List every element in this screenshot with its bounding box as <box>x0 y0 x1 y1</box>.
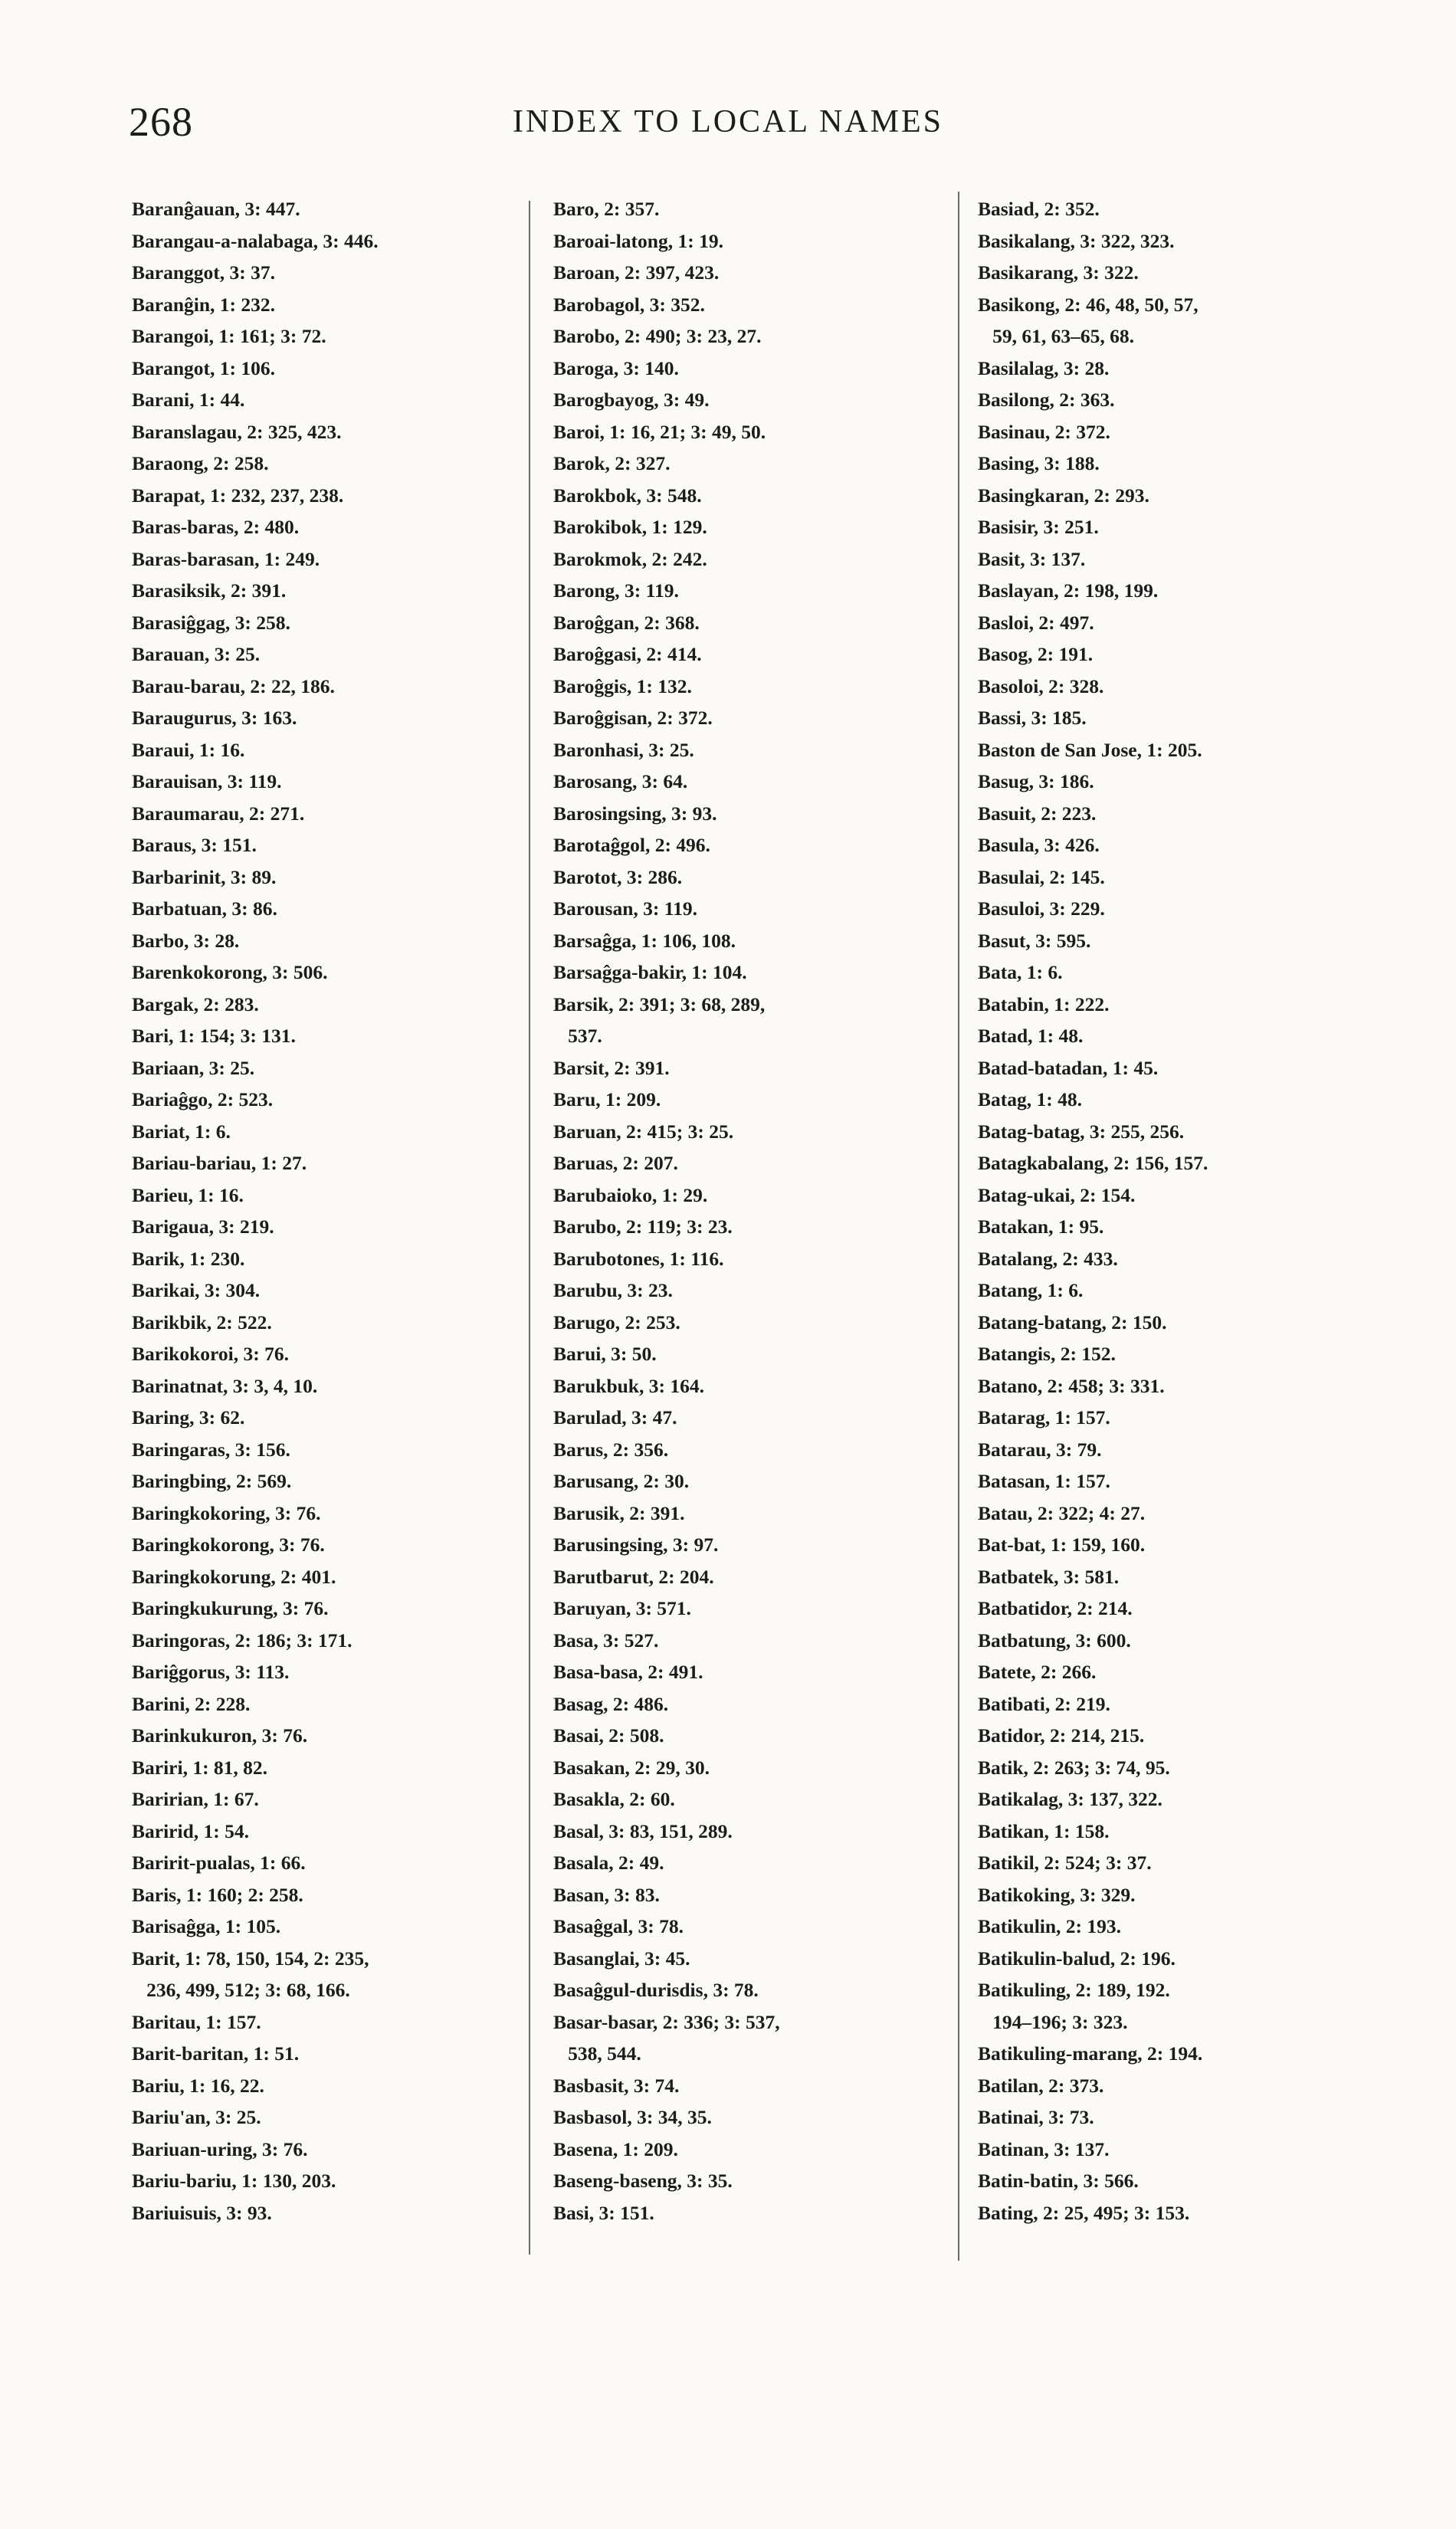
index-entry: Barokmok, 2: 242. <box>553 547 707 570</box>
index-entry: 194–196; 3: 323. <box>978 2010 1128 2033</box>
index-entry: Barobagol, 3: 352. <box>553 293 705 316</box>
index-entry: Batbatek, 3: 581. <box>978 1565 1120 1588</box>
index-entry: Barangau-a-nalabaga, 3: 446. <box>132 229 379 252</box>
page-number: 268 <box>129 99 193 145</box>
index-entry: Barubo, 2: 119; 3: 23. <box>553 1215 733 1238</box>
index-entry: Barauan, 3: 25. <box>132 643 261 665</box>
index-entry: Batag-batag, 3: 255, 256. <box>978 1120 1185 1143</box>
index-entry: Baroan, 2: 397, 423. <box>553 261 720 284</box>
index-entry: Barani, 1: 44. <box>132 389 245 411</box>
index-entry: Batinai, 3: 73. <box>978 2106 1094 2128</box>
index-entry: Barau-barau, 2: 22, 186. <box>132 674 335 697</box>
index-entry: Baroĝgasi, 2: 414. <box>553 643 702 665</box>
index-entry: Barikai, 3: 304. <box>132 1279 261 1301</box>
index-entry: 236, 499, 512; 3: 68, 166. <box>132 1979 350 2001</box>
index-entry: Batad-batadan, 1: 45. <box>978 1056 1159 1079</box>
index-entry: Barosingsing, 3: 93. <box>553 802 717 825</box>
index-entry: Batalang, 2: 433. <box>978 1247 1118 1270</box>
index-entry: Batau, 2: 322; 4: 27. <box>978 1501 1146 1524</box>
index-entry: Barikbik, 2: 522. <box>132 1310 272 1333</box>
index-entry: Basar-basar, 2: 336; 3: 537, <box>553 2010 780 2033</box>
index-entry: Barusik, 2: 391. <box>553 1501 685 1524</box>
index-entry: Baranslagau, 2: 325, 423. <box>132 420 342 443</box>
index-entry: Baraui, 1: 16. <box>132 738 245 761</box>
index-entry: Barosang, 3: 64. <box>553 770 688 792</box>
index-entry: Basulai, 2: 145. <box>978 865 1105 888</box>
index-entry: Baruan, 2: 415; 3: 25. <box>553 1120 734 1143</box>
index-entry: Baslayan, 2: 198, 199. <box>978 579 1159 602</box>
index-entry: Barsik, 2: 391; 3: 68, 289, <box>553 992 766 1015</box>
index-entry: Batbatung, 3: 600. <box>978 1629 1131 1652</box>
index-entry: Barangot, 1: 106. <box>132 356 275 379</box>
index-entry: Bariu'an, 3: 25. <box>132 2106 261 2128</box>
index-entry: Baroĝgis, 1: 132. <box>553 674 692 697</box>
index-entry: Barobo, 2: 490; 3: 23, 27. <box>553 325 762 347</box>
index-entry: Basai, 2: 508. <box>553 1724 664 1747</box>
index-entry: Basbasit, 3: 74. <box>553 2074 680 2097</box>
index-entry: Barit-baritan, 1: 51. <box>132 2042 300 2065</box>
index-entry: Basikong, 2: 46, 48, 50, 57, <box>978 293 1199 316</box>
index-entry: Basakla, 2: 60. <box>553 1788 675 1810</box>
index-entry: Bat-bat, 1: 159, 160. <box>978 1533 1146 1556</box>
index-entry: Barubaioko, 1: 29. <box>553 1183 708 1206</box>
index-entry: Barinkukuron, 3: 76. <box>132 1724 308 1747</box>
index-entry: Barousan, 3: 119. <box>553 897 697 920</box>
index-entry: Baras-barasan, 1: 249. <box>132 547 320 570</box>
index-entry: Batikulin-balud, 2: 196. <box>978 1947 1176 1970</box>
index-entry: Batete, 2: 266. <box>978 1661 1097 1683</box>
index-entry: Barugo, 2: 253. <box>553 1310 680 1333</box>
index-entry: Batang-batang, 2: 150. <box>978 1310 1167 1333</box>
index-entry: Basuit, 2: 223. <box>978 802 1097 825</box>
index-entry: Barulad, 3: 47. <box>553 1406 677 1429</box>
index-entry: Barasiksik, 2: 391. <box>132 579 287 602</box>
index-entry: Barapat, 1: 232, 237, 238. <box>132 484 344 507</box>
index-entry: Batikil, 2: 524; 3: 37. <box>978 1852 1152 1874</box>
index-entry: Baranggot, 3: 37. <box>132 261 275 284</box>
index-entry: Basog, 2: 191. <box>978 643 1094 665</box>
index-entry: Bariu, 1: 16, 22. <box>132 2074 264 2097</box>
index-entry: Baroĝgisan, 2: 372. <box>553 707 713 729</box>
index-entry: Basiad, 2: 352. <box>978 198 1100 220</box>
index-entry: Bariau-bariau, 1: 27. <box>132 1152 307 1174</box>
index-entry: Barigaua, 3: 219. <box>132 1215 274 1238</box>
index-entry: Bata, 1: 6. <box>978 961 1063 983</box>
index-entry: Batangis, 2: 152. <box>978 1343 1116 1365</box>
index-entry: Basula, 3: 426. <box>978 834 1100 856</box>
index-entry: Barasiĝgag, 3: 258. <box>132 611 290 634</box>
index-entry: Basena, 1: 209. <box>553 2137 678 2160</box>
index-entry: Barsit, 2: 391. <box>553 1056 670 1079</box>
index-entry: Batano, 2: 458; 3: 331. <box>978 1374 1165 1397</box>
index-entry: Barenkokorong, 3: 506. <box>132 961 328 983</box>
index-entry: Baririan, 1: 67. <box>132 1788 259 1810</box>
index-entry: Baroĝgan, 2: 368. <box>553 611 700 634</box>
index-entry: Baring, 3: 62. <box>132 1406 245 1429</box>
index-entry: Bating, 2: 25, 495; 3: 153. <box>978 2201 1190 2224</box>
index-entry: Barsaĝga-bakir, 1: 104. <box>553 961 747 983</box>
index-entry: Basakan, 2: 29, 30. <box>553 1756 710 1779</box>
index-entry: Basilong, 2: 363. <box>978 389 1115 411</box>
index-entry: Baringbing, 2: 569. <box>132 1470 292 1492</box>
index-entry: Barieu, 1: 16. <box>132 1183 244 1206</box>
index-entry: Barangoi, 1: 161; 3: 72. <box>132 325 326 347</box>
index-entry: Baringkokorung, 2: 401. <box>132 1565 336 1588</box>
index-entry: Batikan, 1: 158. <box>978 1819 1110 1842</box>
index-entry: Barutbarut, 2: 204. <box>553 1565 714 1588</box>
index-entry: Batikalag, 3: 137, 322. <box>978 1788 1163 1810</box>
index-entry: Batibati, 2: 219. <box>978 1692 1110 1715</box>
index-entry: Basa, 3: 527. <box>553 1629 659 1652</box>
index-entry: Barit, 1: 78, 150, 154, 2: 235, <box>132 1947 369 1970</box>
index-entry: Baru, 1: 209. <box>553 1088 661 1110</box>
index-entry: 538, 544. <box>553 2042 641 2065</box>
index-entry: Baroi, 1: 16, 21; 3: 49, 50. <box>553 420 766 443</box>
index-entry: Baringkokoring, 3: 76. <box>132 1501 321 1524</box>
index-entry: Basanglai, 3: 45. <box>553 1947 690 1970</box>
index-entry: Basinau, 2: 372. <box>978 420 1110 443</box>
index-entry: Batarag, 1: 157. <box>978 1406 1110 1429</box>
index-entry: Baroai-latong, 1: 19. <box>553 229 723 252</box>
index-entry: Baringoras, 2: 186; 3: 171. <box>132 1629 353 1652</box>
index-entry: Basoloi, 2: 328. <box>978 674 1104 697</box>
index-entry: Baruas, 2: 207. <box>553 1152 678 1174</box>
index-entry: Baris, 1: 160; 2: 258. <box>132 1883 303 1906</box>
index-entry: Baruyan, 3: 571. <box>553 1597 691 1619</box>
index-entry: Bariat, 1: 6. <box>132 1120 231 1143</box>
index-entry: Basisir, 3: 251. <box>978 516 1099 538</box>
index-entry: Barbo, 3: 28. <box>132 929 240 952</box>
index-entry: Baritau, 1: 157. <box>132 2010 261 2033</box>
index-column-1 <box>132 193 515 2229</box>
index-entry: Basi, 3: 151. <box>553 2201 654 2224</box>
index-entry: Barok, 2: 327. <box>553 452 671 474</box>
index-entry: Batang, 1: 6. <box>978 1279 1084 1301</box>
index-entry: Basaĝgul-durisdis, 3: 78. <box>553 1979 759 2001</box>
index-entry: Baroga, 3: 140. <box>553 356 679 379</box>
index-entry: Barauisan, 3: 119. <box>132 770 282 792</box>
index-entry: Baras-baras, 2: 480. <box>132 516 300 538</box>
index-entry: 59, 61, 63–65, 68. <box>978 325 1134 347</box>
index-entry: Barusang, 2: 30. <box>553 1470 690 1492</box>
index-entry: Baririd, 1: 54. <box>132 1819 249 1842</box>
index-entry: Batilan, 2: 373. <box>978 2074 1104 2097</box>
index-entry: Basikalang, 3: 322, 323. <box>978 229 1175 252</box>
index-entry: Batik, 2: 263; 3: 74, 95. <box>978 1756 1170 1779</box>
index-entry: Barsaĝga, 1: 106, 108. <box>553 929 736 952</box>
index-entry: Batagkabalang, 2: 156, 157. <box>978 1152 1208 1174</box>
column-rule <box>958 192 959 2261</box>
index-entry: Barubotones, 1: 116. <box>553 1247 724 1270</box>
index-entry: Batad, 1: 48. <box>978 1025 1084 1047</box>
index-entry: Basloi, 2: 497. <box>978 611 1094 634</box>
index-entry: Batag, 1: 48. <box>978 1088 1082 1110</box>
index-entry: Baringkokorong, 3: 76. <box>132 1533 325 1556</box>
index-entry: Batag-ukai, 2: 154. <box>978 1183 1136 1206</box>
index-entry: Baseng-baseng, 3: 35. <box>553 2170 733 2192</box>
index-entry: Baraugurus, 3: 163. <box>132 707 297 729</box>
index-entry: Basbasol, 3: 34, 35. <box>553 2106 712 2128</box>
index-column-2 <box>553 193 952 2229</box>
index-entry: Basit, 3: 137. <box>978 547 1086 570</box>
index-entry: Batikulin, 2: 193. <box>978 1915 1122 1937</box>
index-entry: Barogbayog, 3: 49. <box>553 389 710 411</box>
index-entry: Barbatuan, 3: 86. <box>132 897 277 920</box>
index-entry: Barokbok, 3: 548. <box>553 484 702 507</box>
index-entry: Barikokoroi, 3: 76. <box>132 1343 289 1365</box>
index-entry: Barusingsing, 3: 97. <box>553 1533 719 1556</box>
index-entry: Batbatidor, 2: 214. <box>978 1597 1133 1619</box>
index-entry: Baraus, 3: 151. <box>132 834 257 856</box>
index-entry: Bariaan, 3: 25. <box>132 1056 255 1079</box>
index-entry: Basala, 2: 49. <box>553 1852 664 1874</box>
index-entry: Bariuisuis, 3: 93. <box>132 2201 272 2224</box>
index-entry: Barukbuk, 3: 164. <box>553 1374 704 1397</box>
index-entry: Basug, 3: 186. <box>978 770 1094 792</box>
index-entry: Batikuling-marang, 2: 194. <box>978 2042 1203 2065</box>
index-entry: Bargak, 2: 283. <box>132 992 259 1015</box>
running-head: INDEX TO LOCAL NAMES <box>512 104 944 139</box>
index-entry: Barini, 2: 228. <box>132 1692 251 1715</box>
index-entry: Bariĝgorus, 3: 113. <box>132 1661 290 1683</box>
index-entry: Basut, 3: 595. <box>978 929 1091 952</box>
index-entry: Baranĝauan, 3: 447. <box>132 198 300 220</box>
index-entry: Basilalag, 3: 28. <box>978 356 1110 379</box>
index-entry: Baro, 2: 357. <box>553 198 660 220</box>
index-entry: Baranĝin, 1: 232. <box>132 293 276 316</box>
index-entry: Baraumarau, 2: 271. <box>132 802 305 825</box>
index-entry: Basan, 3: 83. <box>553 1883 660 1906</box>
index-entry: Bassi, 3: 185. <box>978 707 1087 729</box>
index-entry: Baraong, 2: 258. <box>132 452 269 474</box>
index-entry: Basing, 3: 188. <box>978 452 1100 474</box>
index-entry: Bari, 1: 154; 3: 131. <box>132 1025 296 1047</box>
index-entry: Basuloi, 3: 229. <box>978 897 1105 920</box>
index-entry: Barinatnat, 3: 3, 4, 10. <box>132 1374 318 1397</box>
index-entry: Barbarinit, 3: 89. <box>132 865 277 888</box>
column-rule <box>529 201 530 2255</box>
index-entry: Batin-batin, 3: 566. <box>978 2170 1139 2192</box>
index-entry: Basaĝgal, 3: 78. <box>553 1915 684 1937</box>
index-entry: Basingkaran, 2: 293. <box>978 484 1149 507</box>
index-entry: Batarau, 3: 79. <box>978 1438 1102 1461</box>
index-column-3 <box>978 193 1407 2229</box>
index-entry: Baringkukurung, 3: 76. <box>132 1597 329 1619</box>
index-entry: Basag, 2: 486. <box>553 1692 669 1715</box>
index-entry: Baronhasi, 3: 25. <box>553 738 694 761</box>
index-entry: Barotot, 3: 286. <box>553 865 683 888</box>
index-entry: Barokibok, 1: 129. <box>553 516 707 538</box>
index-entry: Batabin, 1: 222. <box>978 992 1110 1015</box>
index-entry: Baririt-pualas, 1: 66. <box>132 1852 306 1874</box>
index-entry: Batidor, 2: 214, 215. <box>978 1724 1145 1747</box>
index-entry: Barong, 3: 119. <box>553 579 679 602</box>
index-entry: Batakan, 1: 95. <box>978 1215 1104 1238</box>
index-entry: 537. <box>553 1025 602 1047</box>
index-entry: Batikoking, 3: 329. <box>978 1883 1136 1906</box>
index-entry: Bariu-bariu, 1: 130, 203. <box>132 2170 336 2192</box>
index-entry: Basikarang, 3: 322. <box>978 261 1139 284</box>
index-entry: Bariri, 1: 81, 82. <box>132 1756 268 1779</box>
index-entry: Basa-basa, 2: 491. <box>553 1661 703 1683</box>
index-entry: Batasan, 1: 157. <box>978 1470 1110 1492</box>
index-entry: Batikuling, 2: 189, 192. <box>978 1979 1170 2001</box>
index-entry: Barotaĝgol, 2: 496. <box>553 834 710 856</box>
index-entry: Barisaĝga, 1: 105. <box>132 1915 281 1937</box>
index-entry: Barik, 1: 230. <box>132 1247 245 1270</box>
index-entry: Bariuan-uring, 3: 76. <box>132 2137 308 2160</box>
index-entry: Baringaras, 3: 156. <box>132 1438 290 1461</box>
index-entry: Basal, 3: 83, 151, 289. <box>553 1819 733 1842</box>
index-entry: Batinan, 3: 137. <box>978 2137 1110 2160</box>
index-entry: Barubu, 3: 23. <box>553 1279 673 1301</box>
index-entry: Bariaĝgo, 2: 523. <box>132 1088 274 1110</box>
index-entry: Baston de San Jose, 1: 205. <box>978 738 1202 761</box>
index-entry: Barus, 2: 356. <box>553 1438 669 1461</box>
index-entry: Barui, 3: 50. <box>553 1343 657 1365</box>
